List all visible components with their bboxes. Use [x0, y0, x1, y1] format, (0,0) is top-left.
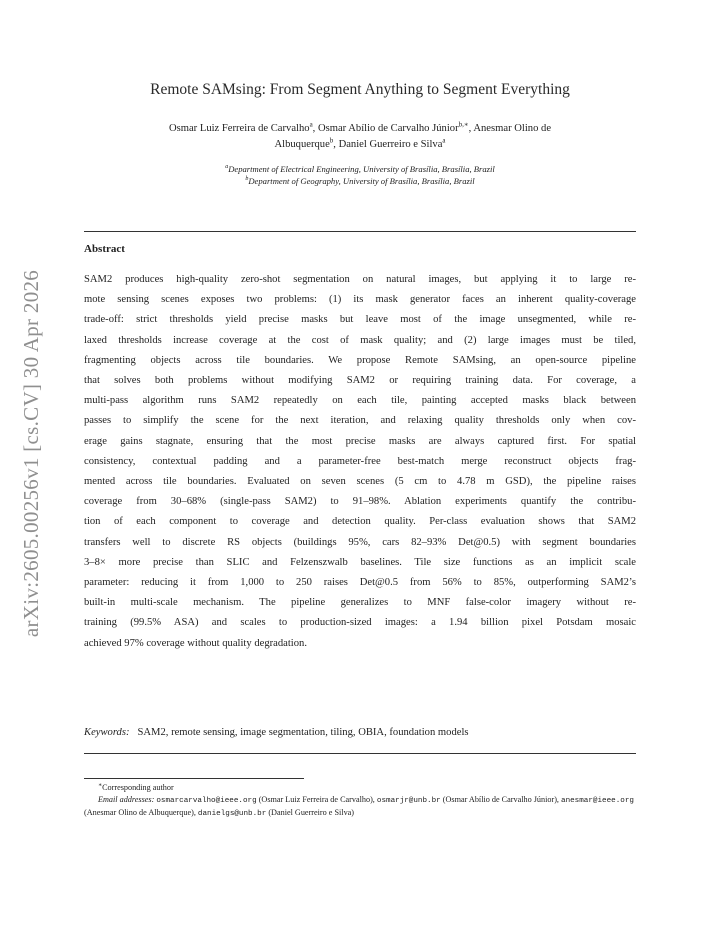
author-name: Anesmar Olino de [473, 123, 552, 134]
abstract-body [84, 270, 636, 654]
abstract-heading: Abstract [84, 243, 125, 255]
affiliation-list [100, 163, 620, 187]
author-separator: , [333, 139, 339, 150]
abstract-line: consistency, contextual padding and a parameter-free best-match merge reconstruct objects frag- [84, 455, 636, 467]
abstract-bottom-rule [84, 753, 636, 754]
email-label: Email addresses: [98, 795, 155, 804]
corresponding-author-note [84, 782, 636, 794]
abstract-line: mote sensing scenes exposes two problems: (1) its mask generator faces an inherent quality-coverage [84, 294, 636, 306]
footnote-mark: ∗ [98, 782, 103, 789]
abstract-line: fragmenting objects across tile boundaries. We propose Remote SAMsing, an open-source pipeline [84, 354, 636, 366]
footnote-rule [84, 778, 304, 779]
author-affiliation-mark: a [309, 120, 313, 129]
arxiv-identifier-stamp [12, 258, 52, 648]
author-affiliation-mark: b,∗ [458, 120, 469, 129]
abstract-line: achieved 97% coverage without quality degradation. [84, 637, 307, 649]
email-owner: (Daniel Guerreiro e Silva) [268, 808, 355, 817]
abstract-line: built-in multi-scale mechanism. The pipeline generalizes to MNF false-color imagery without re- [84, 597, 636, 609]
abstract-line: 3–8× more precise than SLIC and Felzenszwalb baselines. Tile size functions as an implicit scale [84, 556, 636, 568]
keywords-label: Keywords: [84, 727, 130, 738]
author-separator: , [468, 123, 474, 134]
corresponding-author-text: Corresponding author [102, 783, 174, 792]
abstract-line: training (99.5% ASA) and scales to production-sized images: a 1.94 billion pixel Potsdam mosaic [84, 617, 636, 629]
affiliation-text: Department of Electrical Engineering, University of Brasília, Brasília, Brazil [228, 164, 495, 174]
abstract-top-rule [84, 231, 636, 232]
email-owner: (Osmar Abílio de Carvalho Júnior), [442, 795, 562, 804]
email-link[interactable]: osmarcarvalho@ieee.org [156, 797, 257, 805]
keywords-text: SAM2, remote sensing, image segmentation, tiling, OBIA, foundation models [137, 727, 469, 738]
author-name: Albuquerque [274, 139, 330, 150]
author-affiliation-mark: a [442, 136, 446, 145]
author-name: Osmar Abílio de Carvalho Júnior [317, 123, 459, 134]
affiliation-text: Department of Geography, University of Brasília, Brasília, Brazil [248, 176, 475, 186]
abstract-line: multi-pass algorithm runs SAM2 repeatedly on each tile, painting accepted masks black between [84, 395, 636, 407]
author-name: Daniel Guerreiro e Silva [338, 139, 443, 150]
affiliation-mark: a [225, 164, 229, 171]
author-affiliation-mark: b [329, 136, 334, 145]
affiliation [100, 163, 620, 175]
abstract-line: erage gains stagnate, ensuring that the most precise masks are always captured first. For spatial [84, 435, 636, 447]
arxiv-identifier-text: arXiv:2605.00256v1 [cs.CV] 30 Apr 2026 [19, 269, 44, 637]
author-list [100, 121, 620, 153]
abstract-line: that solves both problems without modifying SAM2 or requiring training data. For coverage, a [84, 375, 636, 387]
abstract-line: trade-off: strict thresholds yield precise masks but leave most of the image unsegmented, while re- [84, 314, 636, 326]
affiliation [100, 175, 620, 187]
abstract-line: transfers well to discrete RS objects (buildings 95%, cars 82–93% Det@0.5) with segment boundaries [84, 536, 636, 548]
keywords-line [84, 727, 469, 738]
abstract-line: laxed thresholds increase coverage at the cost of mask quality; and (2) large images must be tiled, [84, 334, 636, 346]
abstract-line: passes to simplify the scene for the next iteration, and relaxing quality thresholds only when cov- [84, 415, 636, 427]
abstract-line: coverage from 30–68% (single-pass SAM2) to 91–98%. Ablation experiments quantify the contribu- [84, 496, 636, 508]
abstract-line: tion of each component to coverage and detection quality. Per-class evaluation shows that SAM2 [84, 516, 636, 528]
email-link[interactable]: osmarjr@unb.br [376, 797, 441, 805]
abstract-line: mented across tile boundaries. Evaluated on seven scenes (5 cm to 4.78 m GSD), the pipeline raises [84, 476, 636, 488]
affiliation-mark: b [245, 176, 249, 183]
footnotes [84, 782, 636, 820]
author-separator: , [312, 123, 318, 134]
email-link[interactable]: anesmar@ieee.org [561, 797, 634, 805]
email-owner: (Anesmar Olino de Albuquerque), [84, 808, 198, 817]
abstract-line: SAM2 produces high-quality zero-shot segmentation on natural images, but applying it to large re- [84, 274, 636, 285]
email-addresses [84, 794, 636, 820]
paper-title: Remote SAMsing: From Segment Anything to Segment Everything [150, 81, 570, 98]
email-link[interactable]: danielgs@unb.br [197, 810, 267, 818]
email-owner: (Osmar Luiz Ferreira de Carvalho), [258, 795, 377, 804]
abstract-line: parameter: reducing it from 1,000 to 250 raises Det@0.5 from 56% to 85%, outperforming SAM2’s [84, 577, 636, 589]
author-name: Osmar Luiz Ferreira de Carvalho [168, 123, 310, 134]
